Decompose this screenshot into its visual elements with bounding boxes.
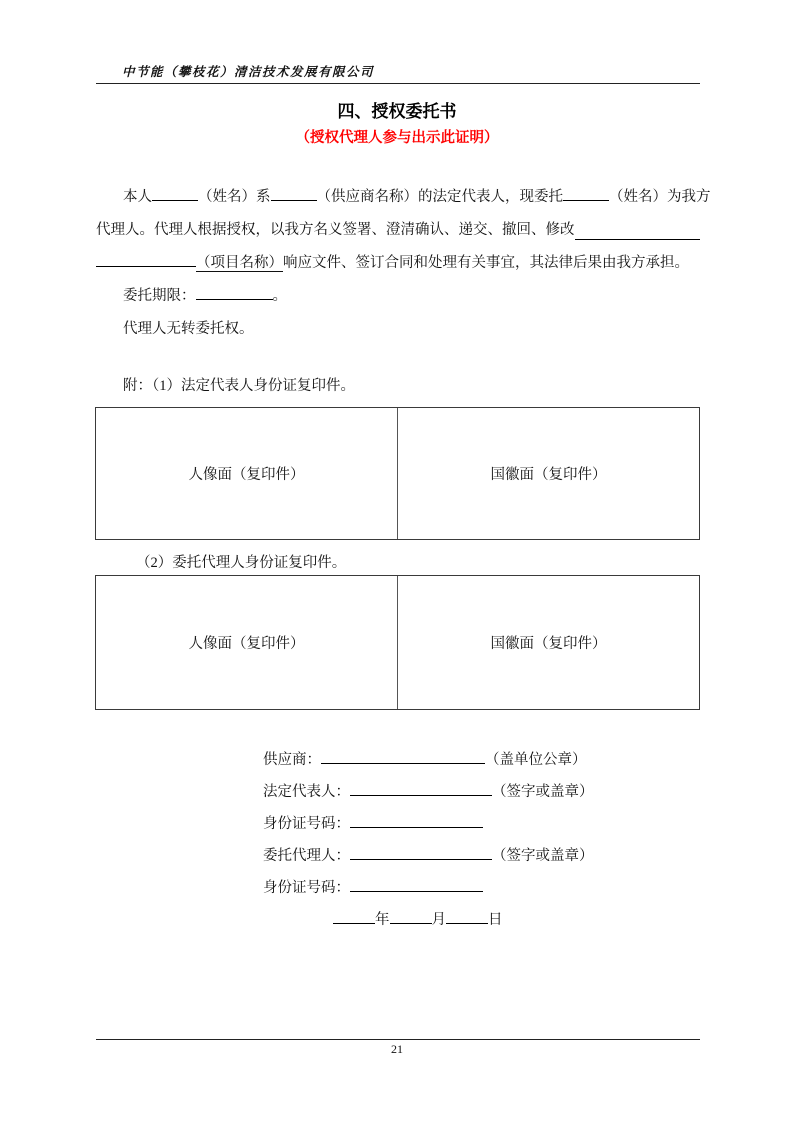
day-label: 日 [488, 912, 503, 928]
portrait-side-cell: 人像面（复印件） [96, 576, 398, 709]
blank-project-name-lead [575, 214, 701, 240]
blank-year [333, 923, 375, 924]
footer-rule [96, 1039, 700, 1040]
text-agent-powers: 代理人。代理人根据授权，以我方名义签署、澄清确认、递交、撤回、修改 [96, 222, 575, 238]
supplier-seal-note: （盖单位公章） [485, 752, 587, 768]
text-name-supplier: （姓名）系 [198, 189, 271, 205]
agent-row [263, 840, 623, 872]
attachment-note-1: 附：（1）法定代表人身份证复印件。 [123, 378, 355, 394]
text-legal-rep-entrust: （供应商名称）的法定代表人，现委托 [316, 189, 563, 205]
no-transfer-line: 代理人无转委托权。 [123, 321, 254, 337]
blank-agent-id-number [350, 891, 483, 892]
id-copy-table-legal-rep [95, 407, 700, 540]
entrust-period-fullstop: 。 [272, 288, 287, 304]
signature-block [263, 744, 623, 936]
id-copy-table-agent [95, 575, 700, 710]
attachment-note-2: （2）委托代理人身份证复印件。 [136, 555, 347, 571]
blank-supplier-name [271, 200, 317, 201]
date-row [333, 904, 623, 936]
project-name-label: （项目名称） [196, 255, 283, 271]
text-response-documents: 响应文件、签订合同和处理有关事宜，其法律后果由我方承担。 [283, 255, 689, 271]
paragraph-line-1 [96, 181, 711, 214]
page-header [96, 62, 700, 84]
agent-sign-note: （签字或盖章） [492, 848, 594, 864]
page-number: 21 [391, 1042, 403, 1056]
portrait-side-cell: 人像面（复印件） [96, 408, 398, 539]
blank-entrust-period [196, 299, 273, 300]
authorization-paragraph [96, 181, 711, 403]
page-title: 四、授权委托书 [337, 102, 457, 121]
supplier-row [263, 744, 623, 776]
subtitle-red-note: （授权代理人参与出示此证明） [295, 130, 499, 146]
blank-project-name-cont [96, 266, 196, 267]
legal-rep-label: 法定代表人： [263, 784, 350, 800]
text-as-our-agent: （姓名）为我方 [609, 189, 711, 205]
blank-legal-id-number [350, 827, 483, 828]
id-number-row-agent [263, 872, 623, 904]
legal-rep-sign-note: （签字或盖章） [492, 784, 594, 800]
paragraph-line-2 [96, 214, 700, 247]
legal-rep-row [263, 776, 623, 808]
entrust-period-label: 委托期限： [123, 288, 196, 304]
emblem-side-cell: 国徽面（复印件） [490, 636, 607, 652]
blank-agent-name [563, 200, 609, 201]
blank-month [390, 923, 432, 924]
supplier-label: 供应商： [263, 752, 321, 768]
month-label: 月 [431, 912, 446, 928]
id-number-label: 身份证号码： [263, 816, 350, 832]
blank-legal-rep-signature [350, 795, 492, 796]
entrust-period-line [96, 280, 700, 313]
blank-principal-name [152, 200, 198, 201]
year-label: 年 [375, 912, 390, 928]
agent-label: 委托代理人： [263, 848, 350, 864]
company-name: 中节能（攀枝花）清洁技术发展有限公司 [122, 64, 375, 79]
text-principal: 本人 [123, 189, 152, 205]
id-number-row-legal [263, 808, 623, 840]
blank-day [446, 923, 488, 924]
blank-agent-signature [350, 859, 492, 860]
blank-supplier-signature [321, 763, 485, 764]
paragraph-line-3 [96, 247, 700, 280]
id-number-label: 身份证号码： [263, 880, 350, 896]
emblem-side-cell: 国徽面（复印件） [490, 467, 607, 483]
